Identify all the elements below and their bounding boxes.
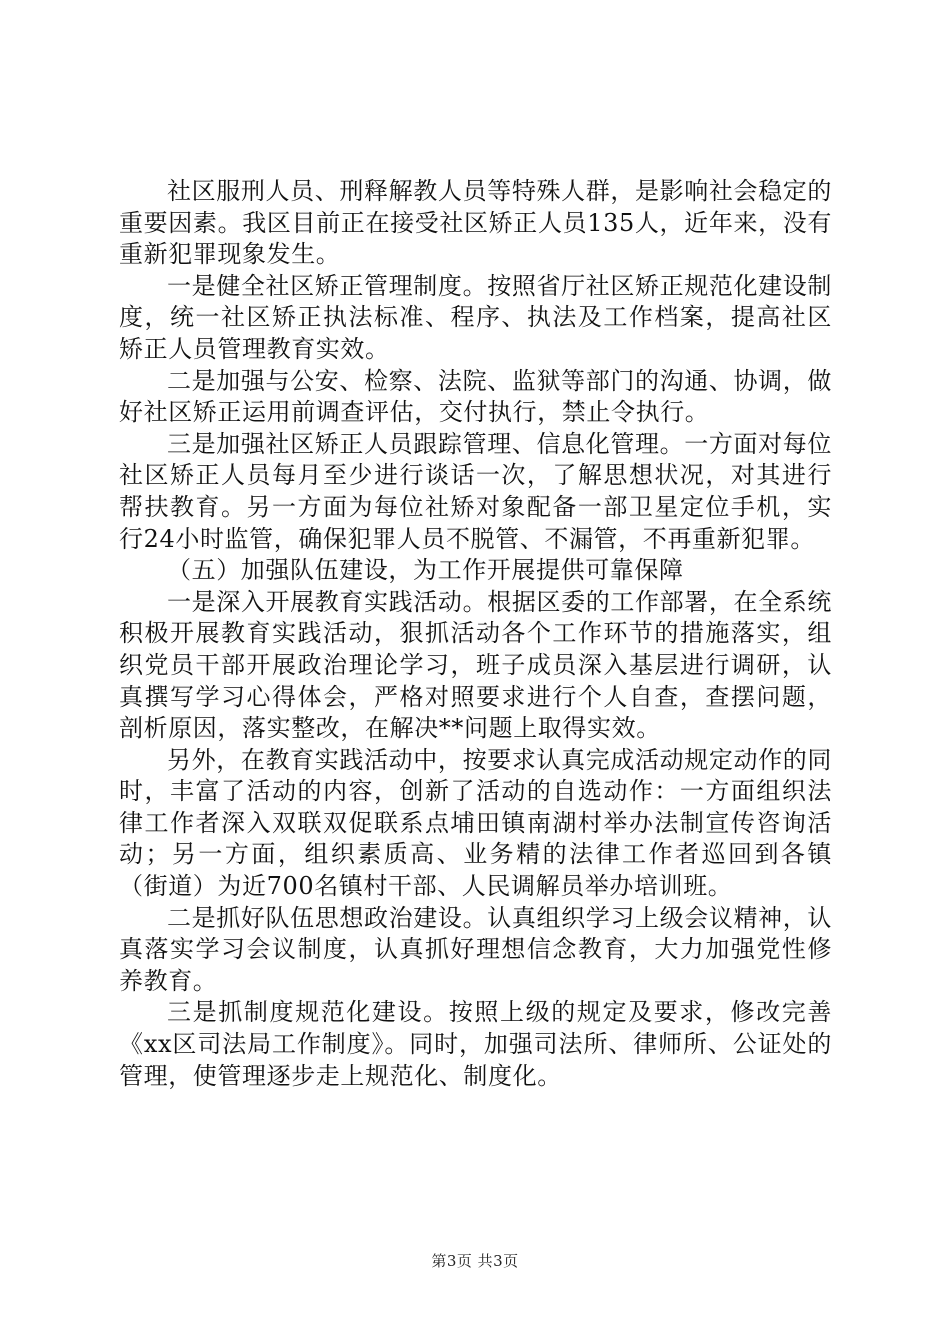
paragraph-political-building: 二是抓好队伍思想政治建设。认真组织学习上级会议精神，认真落实学习会议制度，认真抓好理想信念教育，大力加强党性修养教育。 <box>119 903 832 995</box>
paragraph-tracking-management: 三是加强社区矫正人员跟踪管理、信息化管理。一方面对每位社区矫正人员每月至少进行谈话一次，了解思想状况，对其进行帮扶教育。另一方面为每位社矫对象配备一部卫星定位手机，实行24小时监管，确保犯罪人员不脱管、不漏管，不再重新犯罪。 <box>119 429 832 553</box>
paragraph-special-groups: 社区服刑人员、刑释解教人员等特殊人群，是影响社会稳定的重要因素。我区目前正在接受社区矫正人员135人，近年来，没有重新犯罪现象发生。 <box>119 177 832 269</box>
page-number-footer: 第3页 共3页 <box>431 1252 519 1270</box>
paragraph-department-coordination: 二是加强与公安、检察、法院、监狱等部门的沟通、协调，做好社区矫正运用前调查评估，交付执行，禁止令执行。 <box>119 366 832 427</box>
paragraph-correction-system: 一是健全社区矫正管理制度。按照省厅社区矫正规范化建设制度，统一社区矫正执法标准、程序、执法及工作档案，提高社区矫正人员管理教育实效。 <box>119 271 832 363</box>
document-body <box>119 176 832 1092</box>
paragraph-system-standardization: 三是抓制度规范化建设。按照上级的规定及要求，修改完善《xx区司法局工作制度》。同时，加强司法所、律师所、公证处的管理，使管理逐步走上规范化、制度化。 <box>119 998 832 1090</box>
paragraph-education-practice: 一是深入开展教育实践活动。根据区委的工作部署，在全系统积极开展教育实践活动，狠抓活动各个工作环节的措施落实，组织党员干部开展政治理论学习，班子成员深入基层进行调研，认真撰写学习心得体会，严格对照要求进行个人自查，查摆问题，剖析原因，落实整改，在解决**问题上取得实效。 <box>119 587 832 743</box>
paragraph-additional-activities: 另外，在教育实践活动中，按要求认真完成活动规定动作的同时，丰富了活动的内容，创新了活动的自选动作：一方面组织法律工作者深入双联双促联系点埔田镇南湖村举办法制宣传咨询活动；另一方面，组织素质高、业务精的法律工作者巡回到各镇（街道）为近700名镇村干部、人民调解员举办培训班。 <box>119 745 832 901</box>
section-heading-team-building: （五）加强队伍建设，为工作开展提供可靠保障 <box>167 556 684 585</box>
